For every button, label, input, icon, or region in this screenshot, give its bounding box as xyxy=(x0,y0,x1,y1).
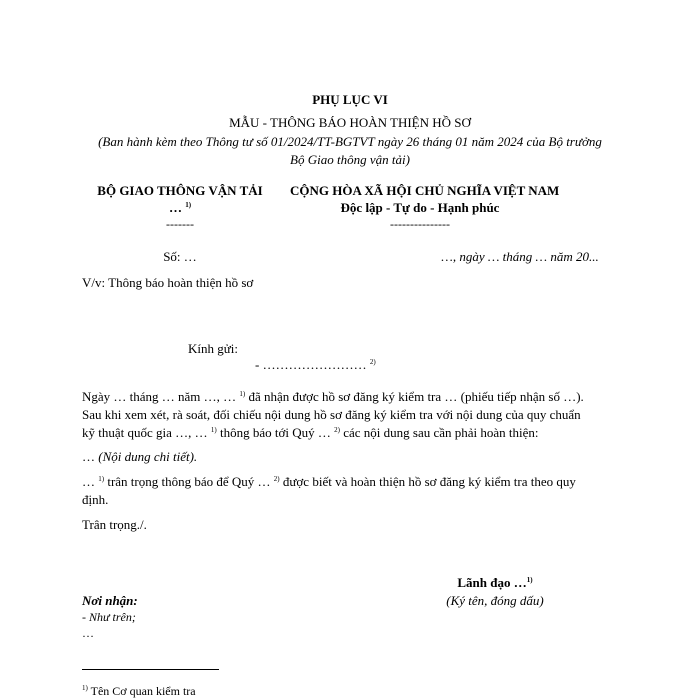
footnote-ref: 1) xyxy=(526,576,533,584)
left-underline: ------- xyxy=(166,217,194,231)
body-text: được biết và hoàn thiện hồ sơ đăng ký kiểm tra theo quy xyxy=(282,474,576,489)
body-text: Ngày … tháng … năm …, … xyxy=(82,389,237,404)
body-line xyxy=(82,449,197,465)
footnote-ref: 2) xyxy=(334,426,340,434)
signer-title xyxy=(380,575,610,591)
body-line xyxy=(82,425,539,441)
country-name: CỘNG HÒA XÃ HỘI CHỦ NGHĨA VIỆT NAM xyxy=(290,183,560,198)
issuing-unit-placeholder: … xyxy=(168,200,182,215)
body-line: định. xyxy=(82,492,109,507)
form-title: MẪU - THÔNG BÁO HOÀN THIỆN HỒ SƠ xyxy=(229,115,471,130)
footnote-ref: 1) xyxy=(98,475,105,483)
recipients-label: Nơi nhận: xyxy=(82,593,138,608)
right-underline: --------------- xyxy=(390,217,450,231)
footnote-marker: 1) xyxy=(82,684,88,692)
body-text: các nội dung sau cần phải hoàn thiện: xyxy=(343,425,539,440)
body-text: kỹ thuật quốc gia …, … xyxy=(82,425,208,440)
document-number: Số: … xyxy=(163,249,197,264)
body-line xyxy=(82,389,584,405)
signer-title-text: Lãnh đạo … xyxy=(457,575,527,590)
footnote xyxy=(82,684,196,699)
closing-line: Trân trọng./. xyxy=(82,517,147,532)
appendix-title: PHỤ LỤC VI xyxy=(312,92,388,107)
body-text: thông báo tới Quý … xyxy=(220,425,331,440)
signature-instruction: (Ký tên, đóng dấu) xyxy=(446,593,544,608)
body-text: trân trọng thông báo để Quý … xyxy=(107,474,271,489)
footnote-ref: 1) xyxy=(239,390,246,398)
footnote-text: Tên Cơ quan kiểm tra xyxy=(90,684,196,698)
footnote-separator xyxy=(82,669,219,670)
subject-line: V/v: Thông báo hoàn thiện hồ sơ xyxy=(82,275,254,290)
place-date: …, ngày … tháng … năm 20... xyxy=(441,249,599,264)
ministry-name: BỘ GIAO THÔNG VẬN TẢI xyxy=(97,183,263,198)
footnote-ref: 1) xyxy=(185,201,192,209)
issuing-unit xyxy=(80,200,280,216)
footnote-ref: 2) xyxy=(273,475,280,483)
body-detail-note: (Nội dung chi tiết). xyxy=(98,449,198,464)
body-text: … xyxy=(82,474,95,489)
recipients-item: … xyxy=(82,626,94,640)
recipients-item: - Như trên; xyxy=(82,610,136,624)
national-motto: Độc lập - Tự do - Hạnh phúc xyxy=(340,200,500,215)
footnote-ref: 2) xyxy=(369,358,376,366)
issued-by-line-1: (Ban hành kèm theo Thông tư số 01/2024/TT-BGTVT ngày 26 tháng 01 năm 2024 của Bộ trưởng xyxy=(98,134,602,149)
body-line: Sau khi xem xét, rà soát, đối chiếu nội dung hồ sơ đăng ký kiểm tra với nội dung của quy chuẩn xyxy=(82,407,581,422)
body-text: đã nhận được hồ sơ đăng ký kiểm tra … (phiếu tiếp nhận số …). xyxy=(248,389,584,404)
recipient-value xyxy=(255,357,376,373)
body-line xyxy=(82,474,576,490)
recipient-label: Kính gửi: xyxy=(188,341,239,356)
recipient-placeholder: - …………………… xyxy=(255,357,367,372)
footnote-ref: 1) xyxy=(210,426,217,434)
issued-by-line-2: Bộ Giao thông vận tải) xyxy=(290,152,410,167)
body-text: … xyxy=(82,449,95,464)
